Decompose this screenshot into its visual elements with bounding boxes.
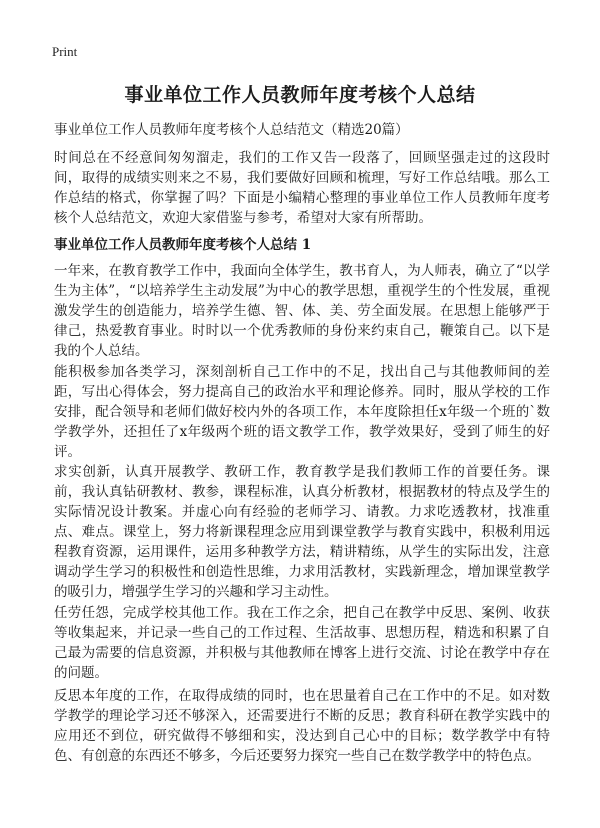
section-heading: 事业单位工作人员教师年度考核个人总结 1 [54, 237, 312, 253]
intro-paragraph: 时间总在不经意间匆匆溜走，我们的工作又告一段落了，回顾坚强走过的这段时间，取得的成绩实则来之不易，我们要做好回顾和梳理，写好工作总结哦。那么工作总结的格式，你掌握了吗？下面是小编精心整理的事业单位工作人员教师年度考核个人总结范文，欢迎大家借鉴与参考，希望对大家有所帮助。 [54, 150, 550, 226]
body-paragraph: 能积极参加各类学习，深刻剖析自己工作中的不足，找出自己与其他教师间的差距，写出心得体会，努力提高自己的政治水平和理论修养。同时，服从学校的工作安排，配合领导和老师们做好校内外的各项工作，本年度除担任x年级一个班的`数学教学外，还担任了x年级两个班的语文教学工作，教学效果好，受到了师生的好评。 [54, 364, 550, 460]
body-paragraph: 一年来，在教育教学工作中，我面向全体学生，教书育人，为人师表，确立了“以学生为主体”，“以培养学生主动发展”为中心的教学思想，重视学生的个性发展，重视激发学生的创造能力，培养学生德、智、体、美、劳全面发展。在思想上能够严于律己，热爱教育事业。时时以一个优秀教师的身份来约束自己，鞭策自己。以下是我的个人总结。 [54, 263, 550, 359]
body-paragraph: 求实创新，认真开展教学、教研工作，教育教学是我们教师工作的首要任务。课前，我认真钻研教材、教参，课程标准，认真分析教材，根据教材的特点及学生的实际情况设计教案。并虚心向有经验的老师学习、请教。力求吃透教材，找准重点、难点。课堂上，努力将新课程理念应用到课堂教学与教育实践中，积极利用远程教育资源，运用课件，运用多种教学方法，精讲精练，从学生的实际出发，注意调动学生学习的积极性和创造性思维，力求用活教材，实践新理念，增加课堂教学的吸引力，增强学生学习的兴趣和学习主动性。 [54, 464, 550, 600]
body-paragraph: 任劳任怨，完成学校其他工作。我在工作之余，把自己在教学中反思、案例、收获等收集起来，并记录一些自己的工作过程、生活故事、思想历程，精选和积累了自己最为需要的信息资源，并积极与其他教师在博客上进行交流、讨论在教学中存在的问题。 [54, 605, 550, 681]
document-subtitle: 事业单位工作人员教师年度考核个人总结范文（精选20篇） [54, 122, 409, 138]
print-link[interactable]: Print [52, 44, 78, 59]
page-title: 事业单位工作人员教师年度考核个人总结 [124, 84, 476, 106]
body-paragraph: 反思本年度的工作，在取得成绩的同时，也在思量着自己在工作中的不足。如对数学教学的理论学习还不够深入，还需要进行不断的反思；教育科研在教学实践中的应用还不到位，研究做得不够细和实，没达到自己心中的目标；数学教学中有特色、有创意的东西还不够多，今后还要努力探究一些自己在数学教学中的特色点。 [54, 688, 550, 764]
